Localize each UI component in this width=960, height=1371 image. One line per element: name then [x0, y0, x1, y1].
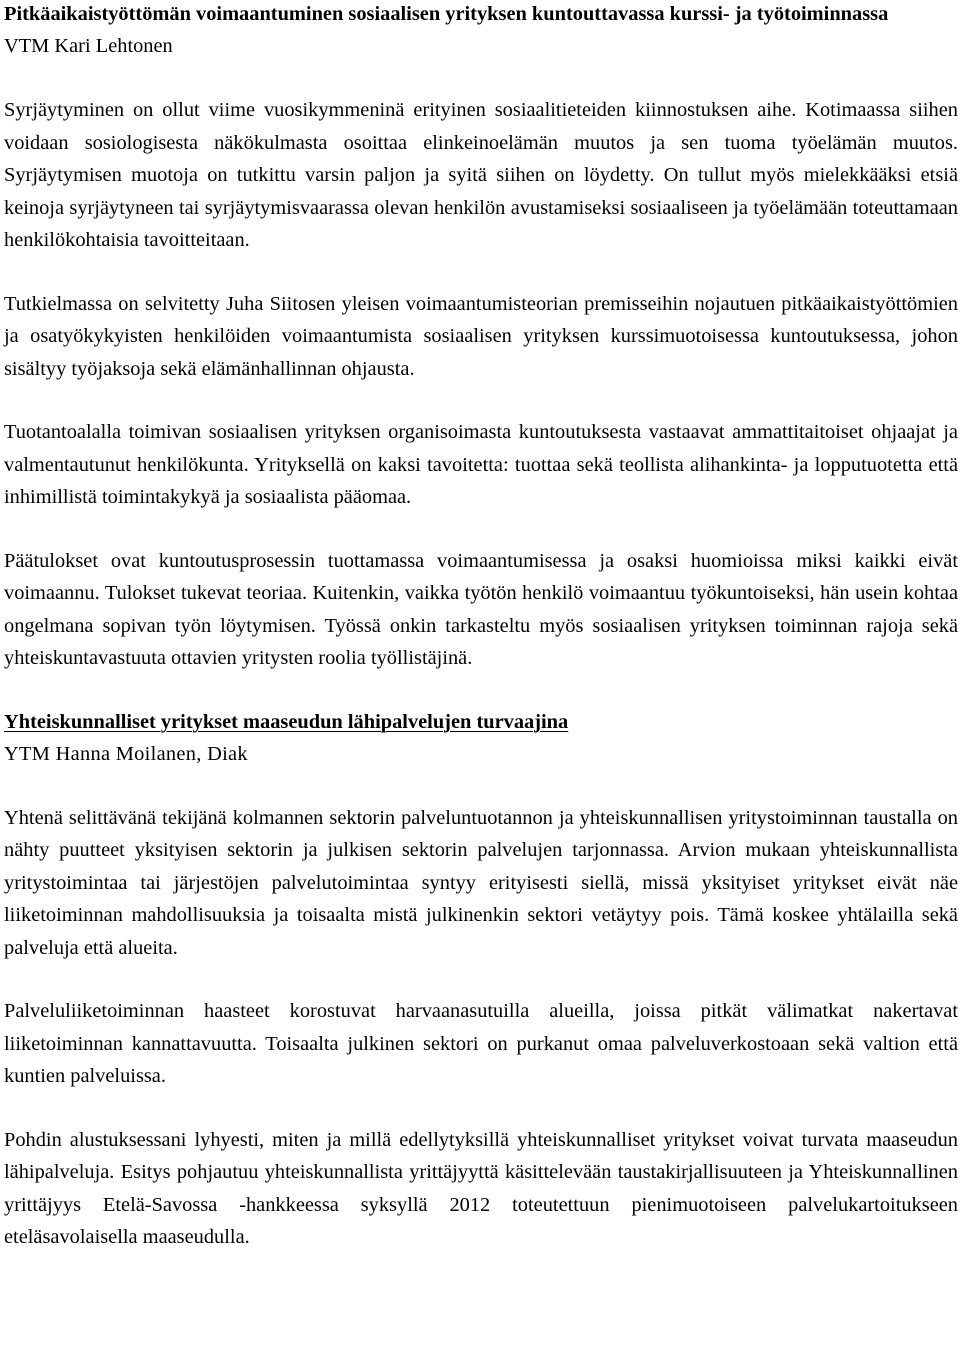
author-line: YTM Hanna Moilanen, Diak [4, 742, 248, 765]
paragraph: Syrjäytyminen on ollut viime vuosikymmeninä erityinen sosiaalitieteiden kiinnostuksen aihe. Kotimaassa siihen voidaan sosiologisesta näkökulmasta osoittaa elinkeinoelämän muutos ja sen tuoma työelämän muutos. Syrjäytymisen muotoja on tutkittu varsin paljon ja syitä siihen on löydetty. On tullut myös mielekkääksi etsiä keinoja syrjäytyneen tai syrjäytymisvaarassa olevan henkilön avustamiseksi sosiaaliseen ja työelämään toteuttamaan henkilökohtaisia tavoitteitaan. [4, 99, 958, 251]
section-title: Yhteiskunnalliset yritykset maaseudun lähipalvelujen turvaajina [4, 710, 569, 733]
paragraph: Yhtenä selittävänä tekijänä kolmannen sektorin palveluntuotannon ja yhteiskunnallisen yritystoiminnan taustalla on nähty puutteet yksityisen sektorin ja julkisen sektorin palvelujen tarjonnassa. Arvion mukaan yhteiskunnallista yritystoimintaa tai järjestöjen palvelutoimintaa syntyy erityisesti siellä, missä yksityiset yritykset eivät näe liiketoiminnan mahdollisuuksia ja toisaalta mistä julkinenkin sektori vetäytyy pois. Tämä koskee yhtälailla sekä palveluja että alueita. [4, 806, 958, 959]
paragraph: Päätulokset ovat kuntoutusprosessin tuottamassa voimaantumisessa ja osaksi huomioissa miksi kaikki eivät voimaannu. Tulokset tukevat teoriaa. Kuitenkin, vaikka työtön henkilö voimaantuu työkuntoiseksi, hän usein kohtaa ongelmana sopivan työn löytymisen. Työssä onkin tarkasteltu myös sosiaalisen yrityksen toiminnan rajoja sekä yhteiskuntavastuuta ottavien yritysten roolia työllistäjinä. [4, 549, 958, 669]
paragraph: Pohdin alustuksessani lyhyesti, miten ja millä edellytyksillä yhteiskunnalliset yritykset voivat turvata maaseudun lähipalveluja. Esitys pohjautuu yhteiskunnallista yrittäjyyttä käsittelevään taustakirjallisuuteen ja Yhteiskunnallinen yrittäjyys Etelä-Savossa -hankkeessa syksyllä 2012 toteutettuun pienimuotoiseen palvelukartoitukseen eteläsavolaisella maaseudulla. [4, 1128, 958, 1248]
document-page [4, 0, 958, 1285]
paragraph: Tutkielmassa on selvitetty Juha Siitosen yleisen voimaantumisteorian premisseihin nojautuen pitkäaikaistyöttömien ja osatyökykyisten henkilöiden voimaantumista sosiaalisen yrityksen kurssimuotoisessa kuntoutuksessa, johon sisältyy työjaksoja sekä elämänhallinnan ohjausta. [4, 292, 958, 380]
section-yhteiskunnalliset-yritykset [4, 706, 958, 1254]
author-line: VTM Kari Lehtonen [4, 35, 173, 57]
section-title: Pitkäaikaistyöttömän voimaantuminen sosiaalisen yrityksen kuntouttavassa kurssi- ja työtoiminnassa [4, 3, 889, 25]
paragraph: Tuotantoalalla toimivan sosiaalisen yrityksen organisoimasta kuntoutuksesta vastaavat ammattitaitoiset ohjaajat ja valmentautunut henkilökunta. Yrityksellä on kaksi tavoitetta: tuottaa sekä teollista alihankinta- ja lopputuotetta että inhimillistä toimintakykyä ja sosiaalista pääomaa. [4, 421, 958, 508]
paragraph: Palveluliiketoiminnan haasteet korostuvat harvaanasutuilla alueilla, joissa pitkät välimatkat nakertavat liiketoiminnan kannattavuutta. Toisaalta julkinen sektori on purkanut omaa palveluverkostoaan sekä valtion että kuntien palveluissa. [4, 1000, 958, 1087]
section-voimaantuminen [4, 0, 958, 675]
